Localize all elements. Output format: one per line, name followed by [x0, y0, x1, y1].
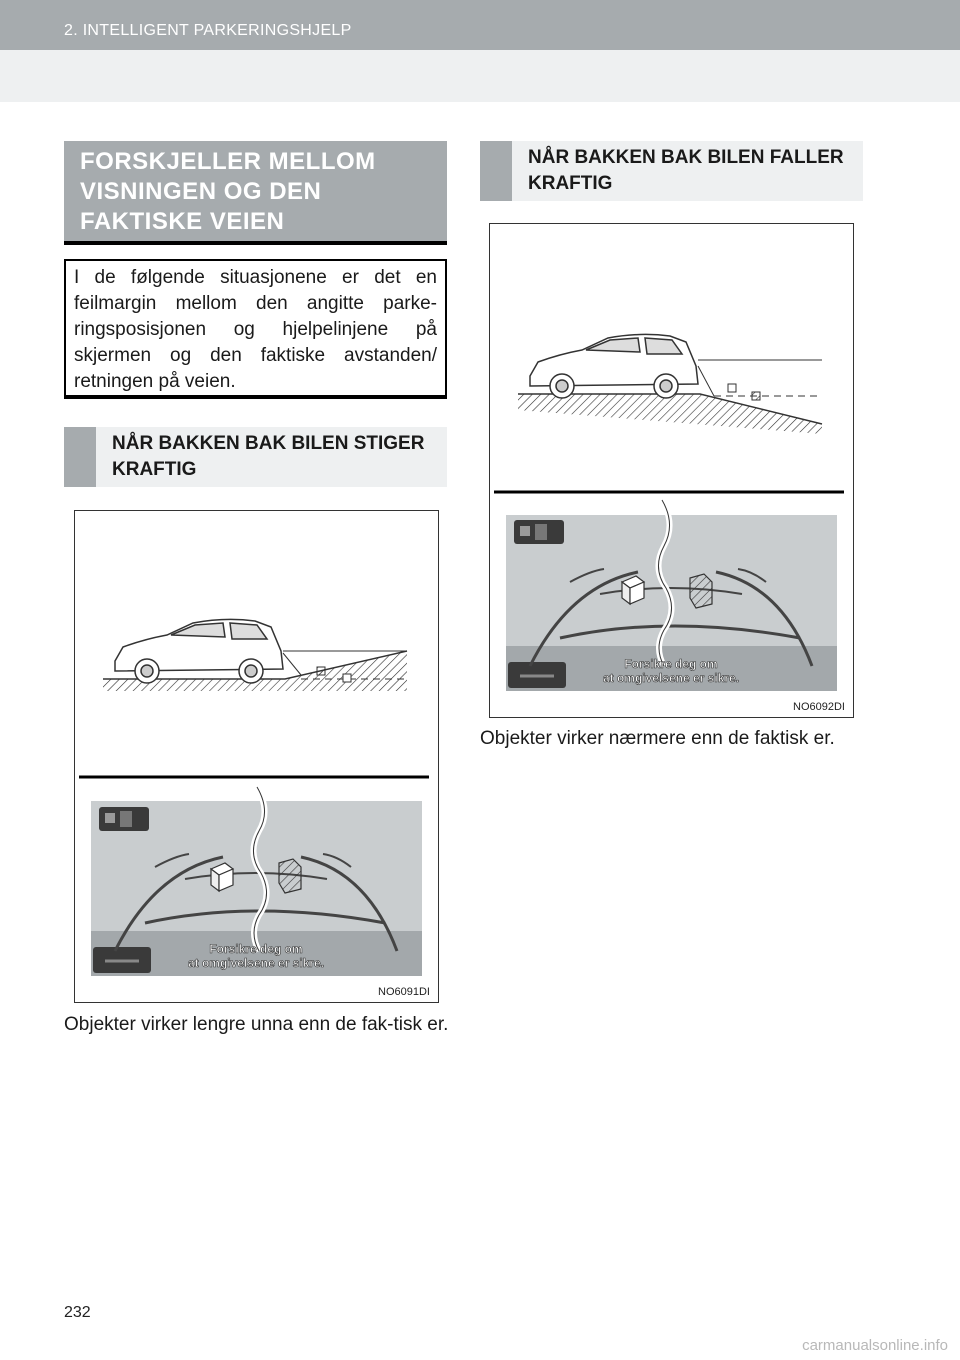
hatched-object	[279, 859, 301, 893]
uphill-illustration	[75, 511, 438, 1002]
main-title-box	[64, 141, 447, 245]
figure-code: NO6092DI	[793, 701, 845, 713]
figure-uphill	[74, 510, 439, 1003]
box-object	[622, 576, 644, 604]
subheading-uphill-text: NÅR BAKKEN BAK BILEN STIGER KRAFTIG	[112, 433, 425, 480]
subheading-tab	[480, 141, 512, 201]
header-bar	[0, 0, 960, 50]
caption-uphill: Objekter virker lengre unna enn de fak-tisk er.	[64, 1014, 449, 1035]
object-marker	[343, 674, 351, 682]
subheading-tab	[64, 427, 96, 487]
ground-hatch	[518, 394, 822, 434]
figure-code: NO6091DI	[378, 986, 430, 998]
figure-downhill	[489, 223, 854, 718]
car-icon	[115, 619, 283, 683]
page-number: 232	[64, 1304, 91, 1321]
screen-message-line2: at omgivelsene er sikre.	[187, 956, 325, 970]
subheading-downhill-text: NÅR BAKKEN BAK BILEN FALLER KRAFTIG	[528, 147, 844, 194]
object-marker	[728, 384, 736, 392]
camera-lines	[698, 360, 822, 396]
watermark: carmanualsonline.info	[802, 1337, 948, 1354]
car-icon	[530, 334, 698, 398]
subheading-uphill	[64, 427, 447, 487]
intro-box	[64, 259, 447, 399]
object-marker	[317, 667, 325, 675]
object-marker	[752, 392, 760, 400]
section-title: 2. INTELLIGENT PARKERINGSHJELP	[64, 22, 352, 39]
screen-message-line1: Forsikre deg om	[209, 942, 303, 956]
screen-message-line2: at omgivelsene er sikre.	[602, 671, 740, 685]
downhill-illustration	[490, 224, 853, 717]
intro-text: I de følgende situasjonene er det en feilmargin mellom den angitte parke-ringsposisjonen og hjelpelinjene på skjermen og den faktiske avstanden/ retningen på veien.	[74, 267, 437, 392]
subheading-downhill	[480, 141, 863, 201]
screen-message-line1: Forsikre deg om	[624, 657, 718, 671]
hatched-object	[690, 574, 712, 608]
caption-downhill: Objekter virker nærmere enn de faktisk er.	[480, 728, 835, 749]
header-band	[0, 50, 960, 102]
main-title: FORSKJELLER MELLOM VISNINGEN OG DEN FAKTISKE VEIEN	[80, 148, 376, 235]
box-object	[211, 863, 233, 891]
